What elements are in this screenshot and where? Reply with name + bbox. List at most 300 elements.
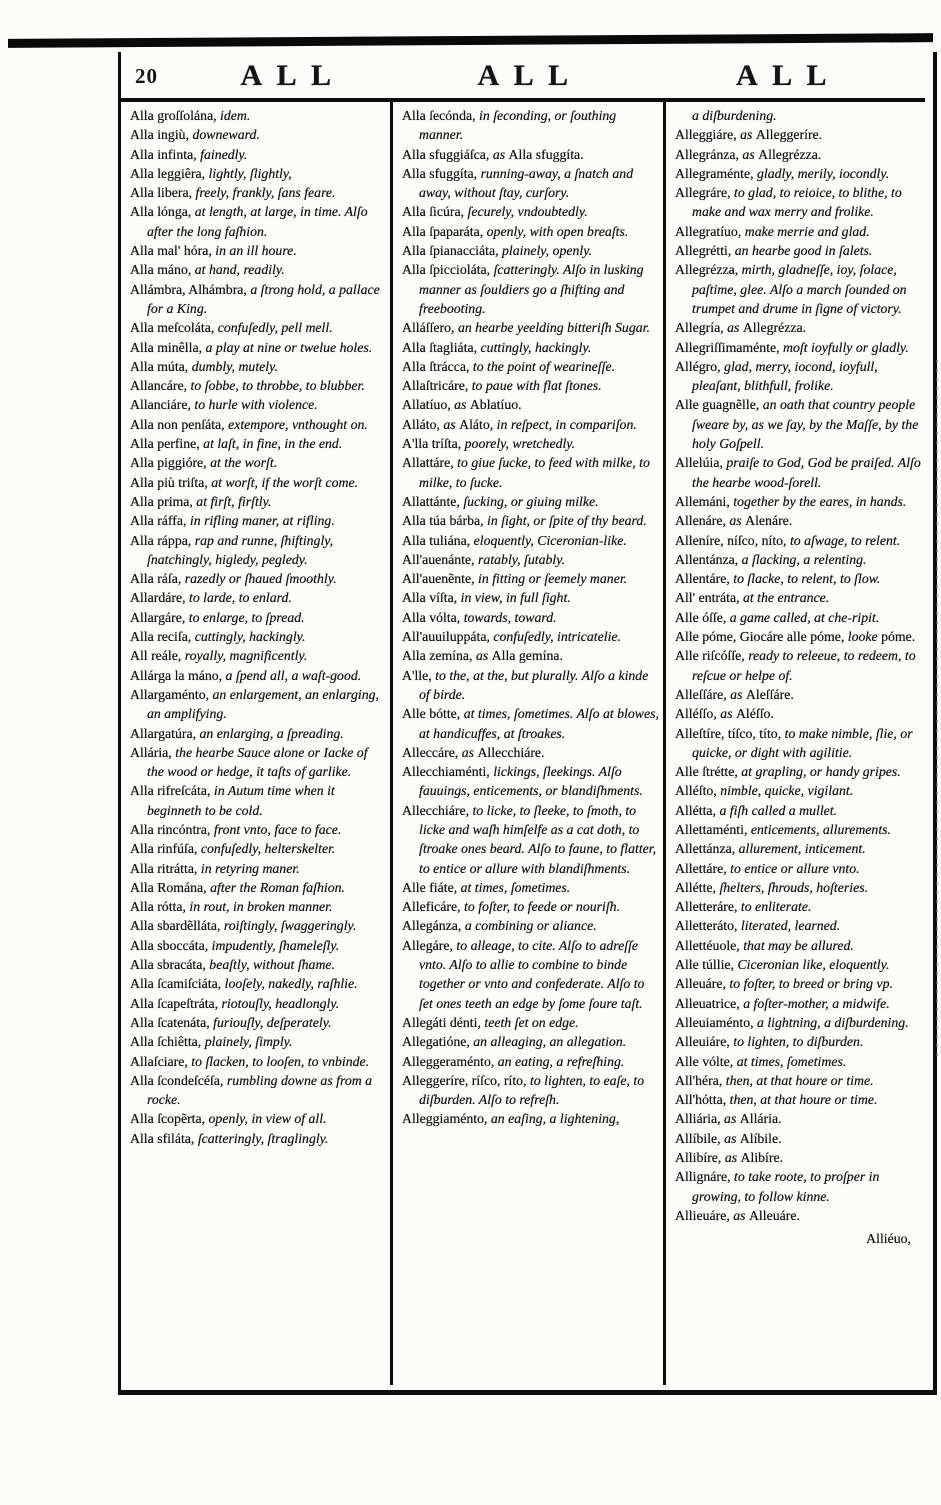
headword-text: A'lla tríſta, <box>402 436 465 452</box>
definition-text: to glad, to reioice, to blithe, to make and wax merry and frolike. <box>692 185 902 220</box>
headword-text: Alleuáre, <box>675 976 730 992</box>
dictionary-entry <box>130 376 386 395</box>
headword-text: Allegatióne, <box>402 1034 474 1050</box>
headword-text: Alleggiaménto, <box>402 1111 491 1127</box>
headword-text: póme. <box>881 629 916 645</box>
headword-text: Allegáre, <box>402 937 457 953</box>
definition-text: nimble, quicke, vigilant. <box>720 783 854 799</box>
headword-text: All'auenánte, <box>402 551 479 567</box>
headword-text: Allanciáre, <box>130 397 195 413</box>
headword-text: Alla ſicúra, <box>402 204 468 220</box>
dictionary-entry <box>675 145 921 164</box>
headword-text: Alla ſcopẽrta, <box>130 1111 209 1127</box>
dictionary-entry <box>675 859 921 878</box>
definition-text: in view, in full ſight. <box>460 590 571 606</box>
dictionary-entry <box>402 666 659 705</box>
definition-text: to the point of wearineſſe. <box>472 358 616 374</box>
definition-text: at the entrance. <box>743 590 830 606</box>
dictionary-entry <box>402 1071 659 1110</box>
definition-text: a ſtrong hold, a pallace for a King. <box>147 281 380 316</box>
headword-text: Alleuiáre, <box>675 1034 734 1050</box>
definition-text: to take roote, to proſper in growing, to follow kinne. <box>692 1169 880 1204</box>
dictionary-entry <box>402 415 659 434</box>
headword-text: Alle vólte, <box>675 1053 737 1069</box>
definition-text: at length, at large, in time. Alſo after the long faſhion. <box>147 204 368 239</box>
definition-text: at worſt, if the worſt come. <box>211 474 359 490</box>
column-3 <box>666 102 925 1385</box>
definition-text: as <box>475 648 492 664</box>
dictionary-entry <box>675 1052 921 1071</box>
dictionary-entry <box>675 260 921 318</box>
headword-text: Alleſſáre, <box>675 686 731 702</box>
dictionary-entry <box>402 492 659 511</box>
definition-text: a ſlacking, a relenting. <box>741 551 867 567</box>
definition-text: cuttingly, hackingly. <box>194 629 306 645</box>
dictionary-entry <box>675 569 921 588</box>
dictionary-entry <box>130 1129 386 1148</box>
headword-text: Allargaménto, <box>130 686 213 702</box>
definition-text: in fitting or ſeemely maner. <box>478 571 628 587</box>
definition-text: towards, toward. <box>463 609 557 625</box>
dictionary-entry <box>402 318 659 337</box>
headword-text: Alla ſpaparáta, <box>402 223 487 239</box>
dictionary-entry <box>675 1206 921 1225</box>
definition-text: gladly, merily, iocondly. <box>756 165 890 181</box>
definition-text: a game called, at che-ripit. <box>729 609 880 625</box>
dictionary-entry <box>130 878 386 897</box>
dictionary-entry <box>130 1052 386 1071</box>
dictionary-entry <box>130 125 386 144</box>
headword-text: Allentánza, <box>675 551 742 567</box>
headword-text: Allargatúra, <box>130 725 200 741</box>
headword-text: Alla ſtagliáta, <box>402 339 481 355</box>
definition-text: together by the eares, in hands. <box>733 493 907 509</box>
headword-text: Alla múta, <box>130 358 192 374</box>
dictionary-entry <box>130 666 386 685</box>
dictionary-entry <box>675 531 921 550</box>
definition-text: in rifling maner, at rifling. <box>189 513 335 529</box>
definition-text: dumbly, mutely. <box>191 358 278 374</box>
definition-text: cuttingly, hackingly. <box>480 339 592 355</box>
dictionary-entry <box>130 106 386 125</box>
definition-text: as <box>724 1111 740 1127</box>
definition-text: rumbling downe as from a rocke. <box>147 1072 373 1108</box>
definition-text: an oath that country people ſweare by, as we ſay, by the Maſſe, by the holy Goſpell. <box>692 397 919 452</box>
dictionary-entry <box>402 646 659 665</box>
definition-text: as <box>733 1207 749 1223</box>
headword-text: Allettéuole, <box>675 937 744 953</box>
headword-text: Alla rincóntra, <box>130 821 214 837</box>
headword-text: Allegratíuo, <box>675 223 745 239</box>
dictionary-entry <box>675 685 921 704</box>
definition-text: ſecurely, vndoubtedly. <box>467 204 588 220</box>
definition-text: to alleage, to cite. Alſo to adreſſe vnto. Alſo to allie to combine to binde together or vnto and confederate. Alſo to ſet ones teeth an edge by ſome ſoure taſt. <box>419 937 645 1011</box>
column-2 <box>393 102 666 1385</box>
headword-text: Alle ſtrétte, <box>675 764 742 780</box>
dictionary-entry <box>402 222 659 241</box>
dictionary-entry <box>402 878 659 897</box>
page-header <box>121 55 928 97</box>
headword-text: Allecchiaménti, <box>402 764 494 780</box>
dictionary-entry <box>402 743 659 762</box>
dictionary-entry <box>130 781 386 820</box>
dictionary-entry <box>402 357 659 376</box>
dictionary-entry <box>130 1032 386 1051</box>
headword-text: Allegría, <box>675 320 728 336</box>
dictionary-entry <box>675 222 921 241</box>
dictionary-entry <box>402 511 659 530</box>
dictionary-entry <box>675 878 921 897</box>
dictionary-entry <box>130 531 386 570</box>
headword-text: Allegáti dénti, <box>402 1014 485 1030</box>
definition-text: openly, in view of all. <box>208 1111 327 1127</box>
definition-text: as <box>730 686 746 702</box>
dictionary-entry <box>402 704 659 743</box>
definition-text: ready to releeue, to redeem, to reſcue or helpe of. <box>692 648 916 683</box>
definition-text: openly, with open breaſts. <box>486 223 629 239</box>
headword-text: Alleccáre, <box>402 744 462 760</box>
definition-text: to lighten, to eaſe, to diſburden. Alſo to refreſh. <box>419 1072 645 1108</box>
headword-text: Alla víſta, <box>402 590 461 606</box>
headword-text: Alla ráſa, <box>130 571 185 587</box>
dictionary-entry <box>130 955 386 974</box>
headword-text: Alla ſcatenáta, <box>130 1014 214 1030</box>
dictionary-entry <box>675 955 921 974</box>
headword-text: A'lle, <box>402 667 436 683</box>
dictionary-entry <box>675 125 921 144</box>
definition-text: eloquently, Ciceronian-like. <box>473 532 627 548</box>
definition-text: ſcatteringly, ſtraglingly. <box>197 1130 329 1146</box>
headword-text: Allatíuo, <box>402 397 455 413</box>
dictionary-entry <box>675 1090 921 1109</box>
headword-text: Alla ritrátta, <box>130 860 201 876</box>
headword-text: Alla infinta, <box>130 146 201 162</box>
headword-text: Allegráre, <box>675 185 734 201</box>
headword-text: All reále, <box>130 648 185 664</box>
headword-text: Allámbra, Alhámbra, <box>130 281 251 297</box>
headword-text: Alle guagnẽlle, <box>675 397 763 413</box>
dictionary-entry <box>130 164 386 183</box>
headword-text: Alíbile. <box>739 1130 782 1146</box>
definition-text: furiouſly, deſperately. <box>213 1014 332 1030</box>
dictionary-entry <box>402 376 659 395</box>
dictionary-entry <box>675 781 921 800</box>
definition-text: a foſter-mother, a midwife. <box>743 995 890 1011</box>
dictionary-entry <box>130 994 386 1013</box>
dictionary-entry <box>130 916 386 935</box>
definition-text: roiſtingly, ſwaggeringly. <box>223 918 357 934</box>
headword-text: Alleuiaménto, <box>675 1014 757 1030</box>
dictionary-entry <box>402 395 659 414</box>
dictionary-entry <box>402 550 659 569</box>
dictionary-entry <box>402 1109 659 1128</box>
headword-text: Allecchiáre. <box>477 744 545 760</box>
dictionary-entry <box>402 531 659 550</box>
headword-text: Allancáre, <box>130 378 191 394</box>
dictionary-entry <box>402 608 659 627</box>
headword-text: Allétta, <box>675 802 720 818</box>
definition-text: to aſwage, to relent. <box>789 532 901 548</box>
dictionary-entry <box>130 357 386 376</box>
definition-text: to make nimble, ſlie, or quicke, or dight with agilitie. <box>692 725 913 760</box>
dictionary-entry <box>675 1129 921 1148</box>
definition-text: the hearbe Sauce alone or Iacke of the wood or hedge, it taſts of garlike. <box>147 744 368 780</box>
definition-text: as <box>461 744 478 760</box>
definition-text: looke <box>847 629 882 645</box>
definition-text: a ſpend all, a waſt-good. <box>225 667 362 683</box>
definition-text: as <box>742 146 759 162</box>
definition-text: at grapling, or handy gripes. <box>741 764 901 780</box>
headword-text: Allegraménte, <box>675 165 757 181</box>
headword-text: Alla ſpianacciáta, <box>402 243 502 259</box>
dictionary-entry <box>130 338 386 357</box>
definition-text: an hearbe good in ſalets. <box>734 243 873 259</box>
dictionary-entry <box>130 241 386 260</box>
headword-text: Allecchiáre, <box>402 802 473 818</box>
definition-text: ſcatteringly. Alſo in lusking manner as ſouldiers go a ſhifting and freebooting. <box>419 262 644 316</box>
definition-text: to lighten, to diſburden. <box>733 1034 864 1050</box>
definition-text: confuſedly, helterskelter. <box>200 841 336 857</box>
dictionary-entry <box>675 183 921 222</box>
headword-text: Alla piggióre, <box>130 455 211 471</box>
dictionary-entry <box>130 511 386 530</box>
headword-text: Alla gemína. <box>491 648 563 664</box>
dictionary-entry <box>675 338 921 357</box>
dictionary-entry <box>402 627 659 646</box>
headword-text: Alla perfine, <box>130 436 204 452</box>
headword-text: Alla sbracáta, <box>130 957 210 973</box>
headword-text: Alla vólta, <box>402 609 464 625</box>
headword-text: Alle óſſe, <box>675 609 730 625</box>
dictionary-entry <box>130 859 386 878</box>
dictionary-entry <box>675 318 921 337</box>
dictionary-entry <box>130 453 386 472</box>
dictionary-entry <box>130 280 386 319</box>
headword-text: Alletteráto, <box>675 918 741 934</box>
dictionary-entry <box>675 453 921 492</box>
headword-text: Allaſtricáre, <box>402 378 472 394</box>
definition-text: confuſedly, pell mell. <box>217 320 333 336</box>
definition-text: moſt ioyfully or gladly. <box>783 339 909 355</box>
definition-text: literated, learned. <box>740 918 841 934</box>
headword-text: Aláto, <box>459 416 497 432</box>
definition-text: as <box>724 1130 740 1146</box>
definition-text: plainely, ſimply. <box>204 1034 293 1050</box>
definition-text: to paue with flat ſtones. <box>471 378 602 394</box>
definition-text: then, at that houre or time. <box>729 1092 878 1108</box>
headword-text: Allemáni, <box>675 493 734 509</box>
dictionary-entry <box>675 801 921 820</box>
definition-text: looſely, nakedly, raſhlie. <box>224 976 358 992</box>
dictionary-entry <box>130 415 386 434</box>
headword-text: Alla lónga, <box>130 204 195 220</box>
column-1 <box>121 102 393 1385</box>
headword-text: Alle riſcóſſe, <box>675 648 749 664</box>
dictionary-entry <box>675 974 921 993</box>
dictionary-entry <box>675 627 921 646</box>
headword-text: Alla Romána, <box>130 879 211 895</box>
dictionary-entry <box>130 627 386 646</box>
headword-text: Allettánza, <box>675 841 739 857</box>
definition-text: a diſburdening. <box>692 108 777 123</box>
definition-text: confuſedly, intricatelie. <box>493 629 621 645</box>
dictionary-entry <box>402 338 659 357</box>
definition-text: then, at that houre or time. <box>725 1072 874 1088</box>
dictionary-entry <box>675 511 921 530</box>
headword-text: Alla ráppa, <box>130 532 195 548</box>
definition-text: enticements, allurements. <box>750 821 891 837</box>
headword-text: Alla non penſáta, <box>130 416 229 432</box>
definition-text: at times, ſometimes. <box>460 879 571 895</box>
dictionary-entry <box>402 1052 659 1071</box>
headword-text: Allargáre, <box>130 609 189 625</box>
definition-text: a combining or aliance. <box>464 918 597 934</box>
dictionary-entry <box>675 395 921 453</box>
headword-text: Alleuatrice, <box>675 995 744 1011</box>
definition-text: at times, ſometimes. Alſo at blowes, at handicuffes, at ſtroakes. <box>419 706 659 741</box>
headword-text: Alleggiáre, <box>675 127 741 143</box>
headword-text: Allegriſſimaménte, <box>675 339 784 355</box>
definition-text: as <box>443 416 460 432</box>
headword-text: Alla leggiêra, <box>130 165 209 181</box>
headword-text: Alle fiáte, <box>402 879 461 895</box>
definition-text: an enlargement, an enlarging, an amplifying. <box>147 686 379 722</box>
definition-text: to ſobbe, to throbbe, to blubber. <box>190 378 365 394</box>
definition-text: an hearbe yeelding bitteriſh Sugar. <box>457 320 650 336</box>
headword-text: Alleſtíre, tíſco, títo, <box>675 725 785 741</box>
definition-text: extempore, vnthought on. <box>228 416 368 432</box>
dictionary-entry <box>675 492 921 511</box>
headword-text: All'auenẽnte, <box>402 571 479 587</box>
dictionary-entry <box>675 762 921 781</box>
dictionary-entry <box>675 994 921 1013</box>
headword-text: Aleſſáre. <box>745 686 794 702</box>
dictionary-entry <box>675 820 921 839</box>
definition-text: an alleaging, an allegation. <box>473 1034 627 1050</box>
headword-text: Allelúia, <box>675 455 727 471</box>
dictionary-entry <box>402 260 659 318</box>
dictionary-entry <box>675 588 921 607</box>
headword-text: Alle bótte, <box>402 706 464 722</box>
definition-text: freely, frankly, ſans feare. <box>195 185 336 201</box>
dictionary-entry <box>130 183 386 202</box>
dictionary-entry <box>675 1148 921 1167</box>
headword-text: Alle túllie, <box>675 957 738 973</box>
definition-text: in retyring maner. <box>200 860 300 876</box>
dictionary-entry <box>675 608 921 627</box>
definition-text: in Autum time when it beginneth to be cold. <box>147 783 335 818</box>
definition-text: after the Roman faſhion. <box>210 879 345 895</box>
dictionary-entry <box>130 974 386 993</box>
headword-text: Allattáre, <box>402 455 458 471</box>
headword-text: Alla rifreſcáta, <box>130 783 214 799</box>
catchword: Alliéuo, <box>866 1231 911 1247</box>
dictionary-entry <box>130 724 386 743</box>
headword-text: Alla ſcapeſtráta, <box>130 995 222 1011</box>
dictionary-entry <box>402 1032 659 1051</box>
definition-text: as <box>740 127 756 143</box>
dictionary-entry <box>675 724 921 763</box>
dictionary-entry <box>675 1071 921 1090</box>
definition-text: at hand, readily. <box>194 262 285 278</box>
headword-text: Alla prima, <box>130 493 197 509</box>
headword-text: Allegrézza. <box>742 320 807 336</box>
headword-text: Allegánza, <box>402 918 465 934</box>
dictionary-entry <box>675 357 921 396</box>
running-head-1: ALL <box>240 59 346 92</box>
dictionary-entry <box>675 646 921 685</box>
dictionary-entry <box>402 588 659 607</box>
headword-text: Allenáre, <box>675 513 730 529</box>
headword-text: Alleggeríre. <box>755 127 823 143</box>
definition-text: allurement, inticement. <box>738 841 866 857</box>
headword-text: Allaſciare, <box>130 1053 192 1069</box>
headword-text: Allegrézza. <box>758 146 822 162</box>
headword-text: Alla sfuggíta, <box>402 165 481 181</box>
dictionary-entry <box>130 820 386 839</box>
definition-text: ſucking, or giuing milke. <box>463 493 599 509</box>
dictionary-entry <box>675 550 921 569</box>
headword-text: Alla meſcoláta, <box>130 320 218 336</box>
headword-text: Allegrézza, <box>675 262 742 278</box>
definition-text: to larde, to enlard. <box>189 590 292 606</box>
definition-text: in ſeconding, or ſouthing manner. <box>419 108 617 143</box>
definition-text: make merrie and glad. <box>744 223 870 239</box>
dictionary-entry <box>130 492 386 511</box>
definition-text: beaſtly, without ſhame. <box>209 957 335 973</box>
headword-text: Allária, <box>130 744 176 760</box>
definition-text: to enliterate. <box>740 899 812 915</box>
dictionary-entry <box>130 202 386 241</box>
headword-text: Alláſſero, <box>402 320 458 336</box>
headword-text: Alla groſſolána, <box>130 108 221 123</box>
headword-text: Alla libera, <box>130 185 196 201</box>
definition-text: glad, merry, iocond, ioyfull, pleaſant, blithfull, frolike. <box>692 358 878 394</box>
definition-text: downeward. <box>192 127 260 143</box>
dictionary-entry <box>675 1013 921 1032</box>
headword-text: Alla zemína, <box>402 648 476 664</box>
headword-text: Alibíre. <box>740 1150 784 1166</box>
dictionary-entry <box>675 704 921 723</box>
page-number: 20 <box>135 63 158 88</box>
definition-text: rap and runne, ſhiftingly, ſnatchingly, higledy, pegledy. <box>147 532 334 567</box>
dictionary-entry <box>130 260 386 279</box>
dictionary-entry <box>130 1109 386 1128</box>
definition-text: an enlarging, a ſpreading. <box>199 725 344 741</box>
definition-text: in an ill houre. <box>215 243 297 259</box>
headword-text: Alla ſcamiſciáta, <box>130 976 225 992</box>
dictionary-entry <box>675 164 921 183</box>
dictionary-entry <box>130 588 386 607</box>
dictionary-entry <box>402 569 659 588</box>
dictionary-entry <box>130 685 386 724</box>
definition-text: to the, at the, but plurally. Alſo a kinde of birde. <box>419 667 649 702</box>
headword-text: Allétte, <box>675 879 720 895</box>
dictionary-entry <box>675 936 921 955</box>
headword-text: Alleníre, níſco, níto, <box>675 532 790 548</box>
definition-text: to hurle with violence. <box>194 397 318 413</box>
definition-text: front vnto, face to face. <box>213 821 342 837</box>
definition-text: an eaſing, a lightening, <box>490 1111 620 1127</box>
dictionary-entry <box>130 839 386 858</box>
headword-text: Alla mal' hóra, <box>130 243 216 259</box>
definition-text: royally, magnificently. <box>184 648 308 664</box>
definition-text: at times, ſometimes. <box>736 1053 847 1069</box>
dictionary-entry <box>402 106 659 145</box>
dictionary-entry <box>130 1071 386 1110</box>
headword-text: Alléſto, <box>675 783 721 799</box>
definition-text: an eating, a refreſhing. <box>497 1053 625 1069</box>
